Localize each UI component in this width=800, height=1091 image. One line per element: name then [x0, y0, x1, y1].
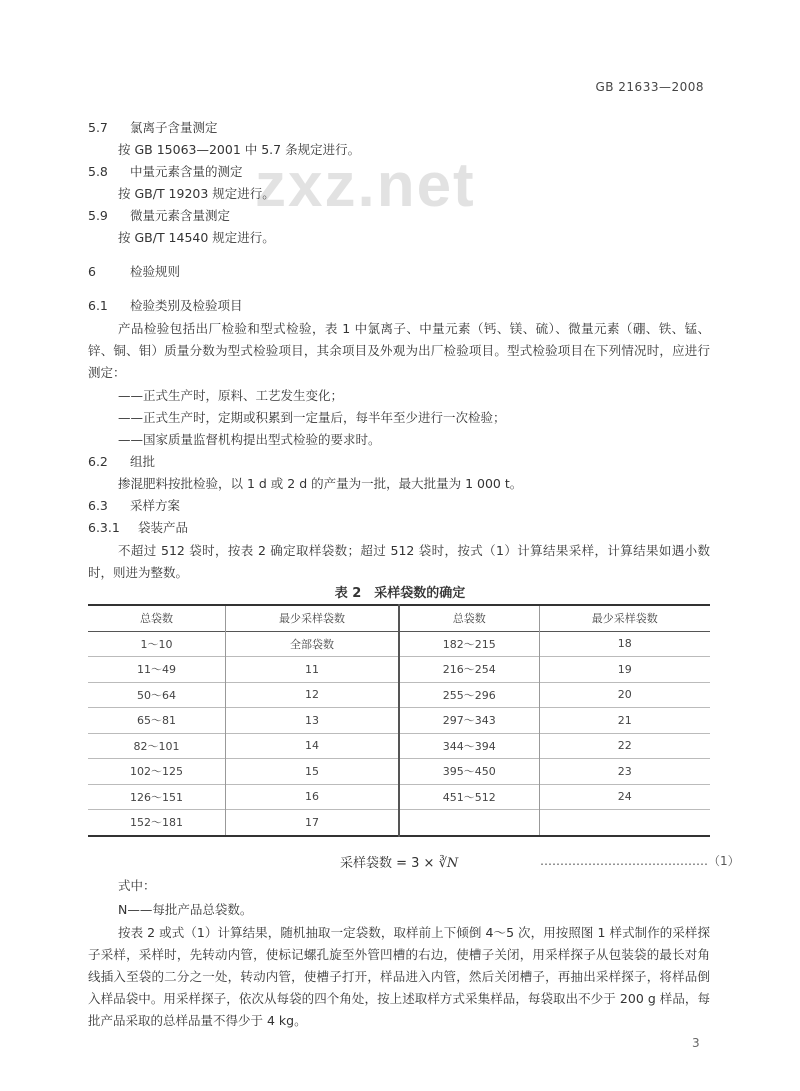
section-5-9-heading: 5.9 微量元素含量测定 — [88, 208, 231, 223]
table-cell: 11 — [226, 657, 399, 683]
column-header: 总袋数 — [140, 612, 173, 626]
table-cell: 15 — [226, 759, 399, 785]
sampling-table — [88, 604, 710, 837]
table-row — [88, 708, 710, 734]
watermark: zxz.net — [255, 151, 476, 220]
table-cell: 23 — [539, 759, 710, 785]
table-cell: 19 — [539, 657, 710, 683]
table-cell: 20 — [539, 682, 710, 708]
table-row — [88, 631, 710, 657]
table-row — [88, 682, 710, 708]
section-6-2-body: 掺混肥料按批检验，以 1 d 或 2 d 的产量为一批，最大批量为 1 000 t。 — [118, 476, 523, 491]
section-5-7-body: 按 GB 15063—2001 中 5.7 条规定进行。 — [118, 142, 361, 157]
list-item: ——正式生产时，原料、工艺发生变化； — [118, 388, 344, 403]
table-cell: 344～394 — [399, 733, 539, 759]
table-cell: 216～254 — [399, 657, 539, 683]
column-header: 总袋数 — [399, 605, 539, 631]
table-cell: 50～64 — [137, 688, 176, 702]
section-5-8-body: 按 GB/T 19203 规定进行。 — [118, 186, 275, 201]
table-cell: 全部袋数 — [226, 631, 399, 657]
page-number: 3 — [692, 1036, 700, 1050]
section-6-1-heading: 6.1 检验类别及检验项目 — [88, 298, 243, 313]
table-cell: 14 — [226, 733, 399, 759]
section-6-3-1-heading: 6.3.1 袋装产品 — [88, 520, 189, 535]
table-cell: 17 — [226, 810, 399, 836]
table-cell — [539, 810, 710, 836]
table-cell: 126～151 — [130, 790, 183, 804]
variable-definition: N——每批产品总袋数。 — [118, 902, 253, 917]
list-item: ——正式生产时，定期或积累到一定量后，每半年至少进行一次检验； — [118, 410, 506, 425]
sampling-formula: 采样袋数 = 3 × ∛N — [340, 856, 459, 871]
column-header: 最少采样袋数 — [539, 605, 710, 631]
section-6-2-heading: 6.2 组批 — [88, 454, 156, 469]
table-cell: 12 — [226, 682, 399, 708]
table-cell: 16 — [226, 784, 399, 810]
table-cell: 1～10 — [140, 637, 173, 651]
section-6-3-heading: 6.3 采样方案 — [88, 498, 181, 513]
table-cell: 22 — [539, 733, 710, 759]
table-cell: 13 — [226, 708, 399, 734]
table-header-row — [88, 605, 710, 631]
table-cell: 297～343 — [399, 708, 539, 734]
table-cell: 152～181 — [130, 816, 183, 830]
table-cell: 21 — [539, 708, 710, 734]
table-cell: 82～101 — [133, 739, 180, 753]
column-header: 最少采样袋数 — [226, 605, 399, 631]
section-5-9-body: 按 GB/T 14540 规定进行。 — [118, 230, 275, 245]
table-cell: 451～512 — [399, 784, 539, 810]
section-6-3-1-body: 不超过 512 袋时，按表 2 确定取样袋数；超过 512 袋时，按式（1）计算结果采样，计算结果如遇小数时，则进为整数。 — [88, 543, 710, 580]
section-5-8-heading: 5.8 中量元素含量的测定 — [88, 164, 243, 179]
table-cell: 102～125 — [130, 765, 183, 779]
table-cell: 24 — [539, 784, 710, 810]
table-caption: 表 2 采样袋数的确定 — [334, 586, 466, 601]
section-6-heading: 6 检验规则 — [88, 264, 181, 279]
standard-code: GB 21633—2008 — [595, 80, 704, 94]
table-cell — [399, 810, 539, 836]
table-row — [88, 759, 710, 785]
section-5-7-heading: 5.7 氯离子含量测定 — [88, 120, 218, 135]
table-cell: 182～215 — [399, 631, 539, 657]
table-cell: 18 — [539, 631, 710, 657]
list-item: ——国家质量监督机构提出型式检验的要求时。 — [118, 432, 381, 447]
table-row — [88, 784, 710, 810]
table-cell: 255～296 — [399, 682, 539, 708]
section-6-1-body: 产品检验包括出厂检验和型式检验，表 1 中氯离子、中量元素（钙、镁、硫）、微量元素（硼、铁、锰、锌、铜、钼）质量分数为型式检验项目，其余项目及外观为出厂检验项目。型式检验项目在下列情况时，应进行测定： — [88, 321, 710, 380]
sampling-procedure: 按表 2 或式（1）计算结果，随机抽取一定袋数，取样前上下倾倒 4～5 次，用按照图 1 样式制作的采样探子采样，采样时，先转动内管，使标记螺孔旋至外管凹槽的右边，使槽子关闭，用采样探子从包装袋的最长对角线插入至袋的二分之一处，转动内管，使槽子打开，样品进入内管，然后关闭槽子，再抽出采样探子，将样品倒入样品袋中。用采样探子，依次从每袋的四个角处，按上述取样方式采集样品，每袋取出不少于 200 g 样品，每批产品采取的总样品量不得少于 4 kg。 — [88, 925, 710, 1028]
table-row — [88, 733, 710, 759]
equation-number: ……………………………………（1） — [540, 854, 740, 868]
table-cell: 11～49 — [137, 663, 176, 677]
table-row — [88, 657, 710, 683]
table-row — [88, 810, 710, 836]
table-cell: 395～450 — [399, 759, 539, 785]
table-cell: 65～81 — [137, 714, 176, 728]
where-label: 式中： — [118, 878, 156, 893]
